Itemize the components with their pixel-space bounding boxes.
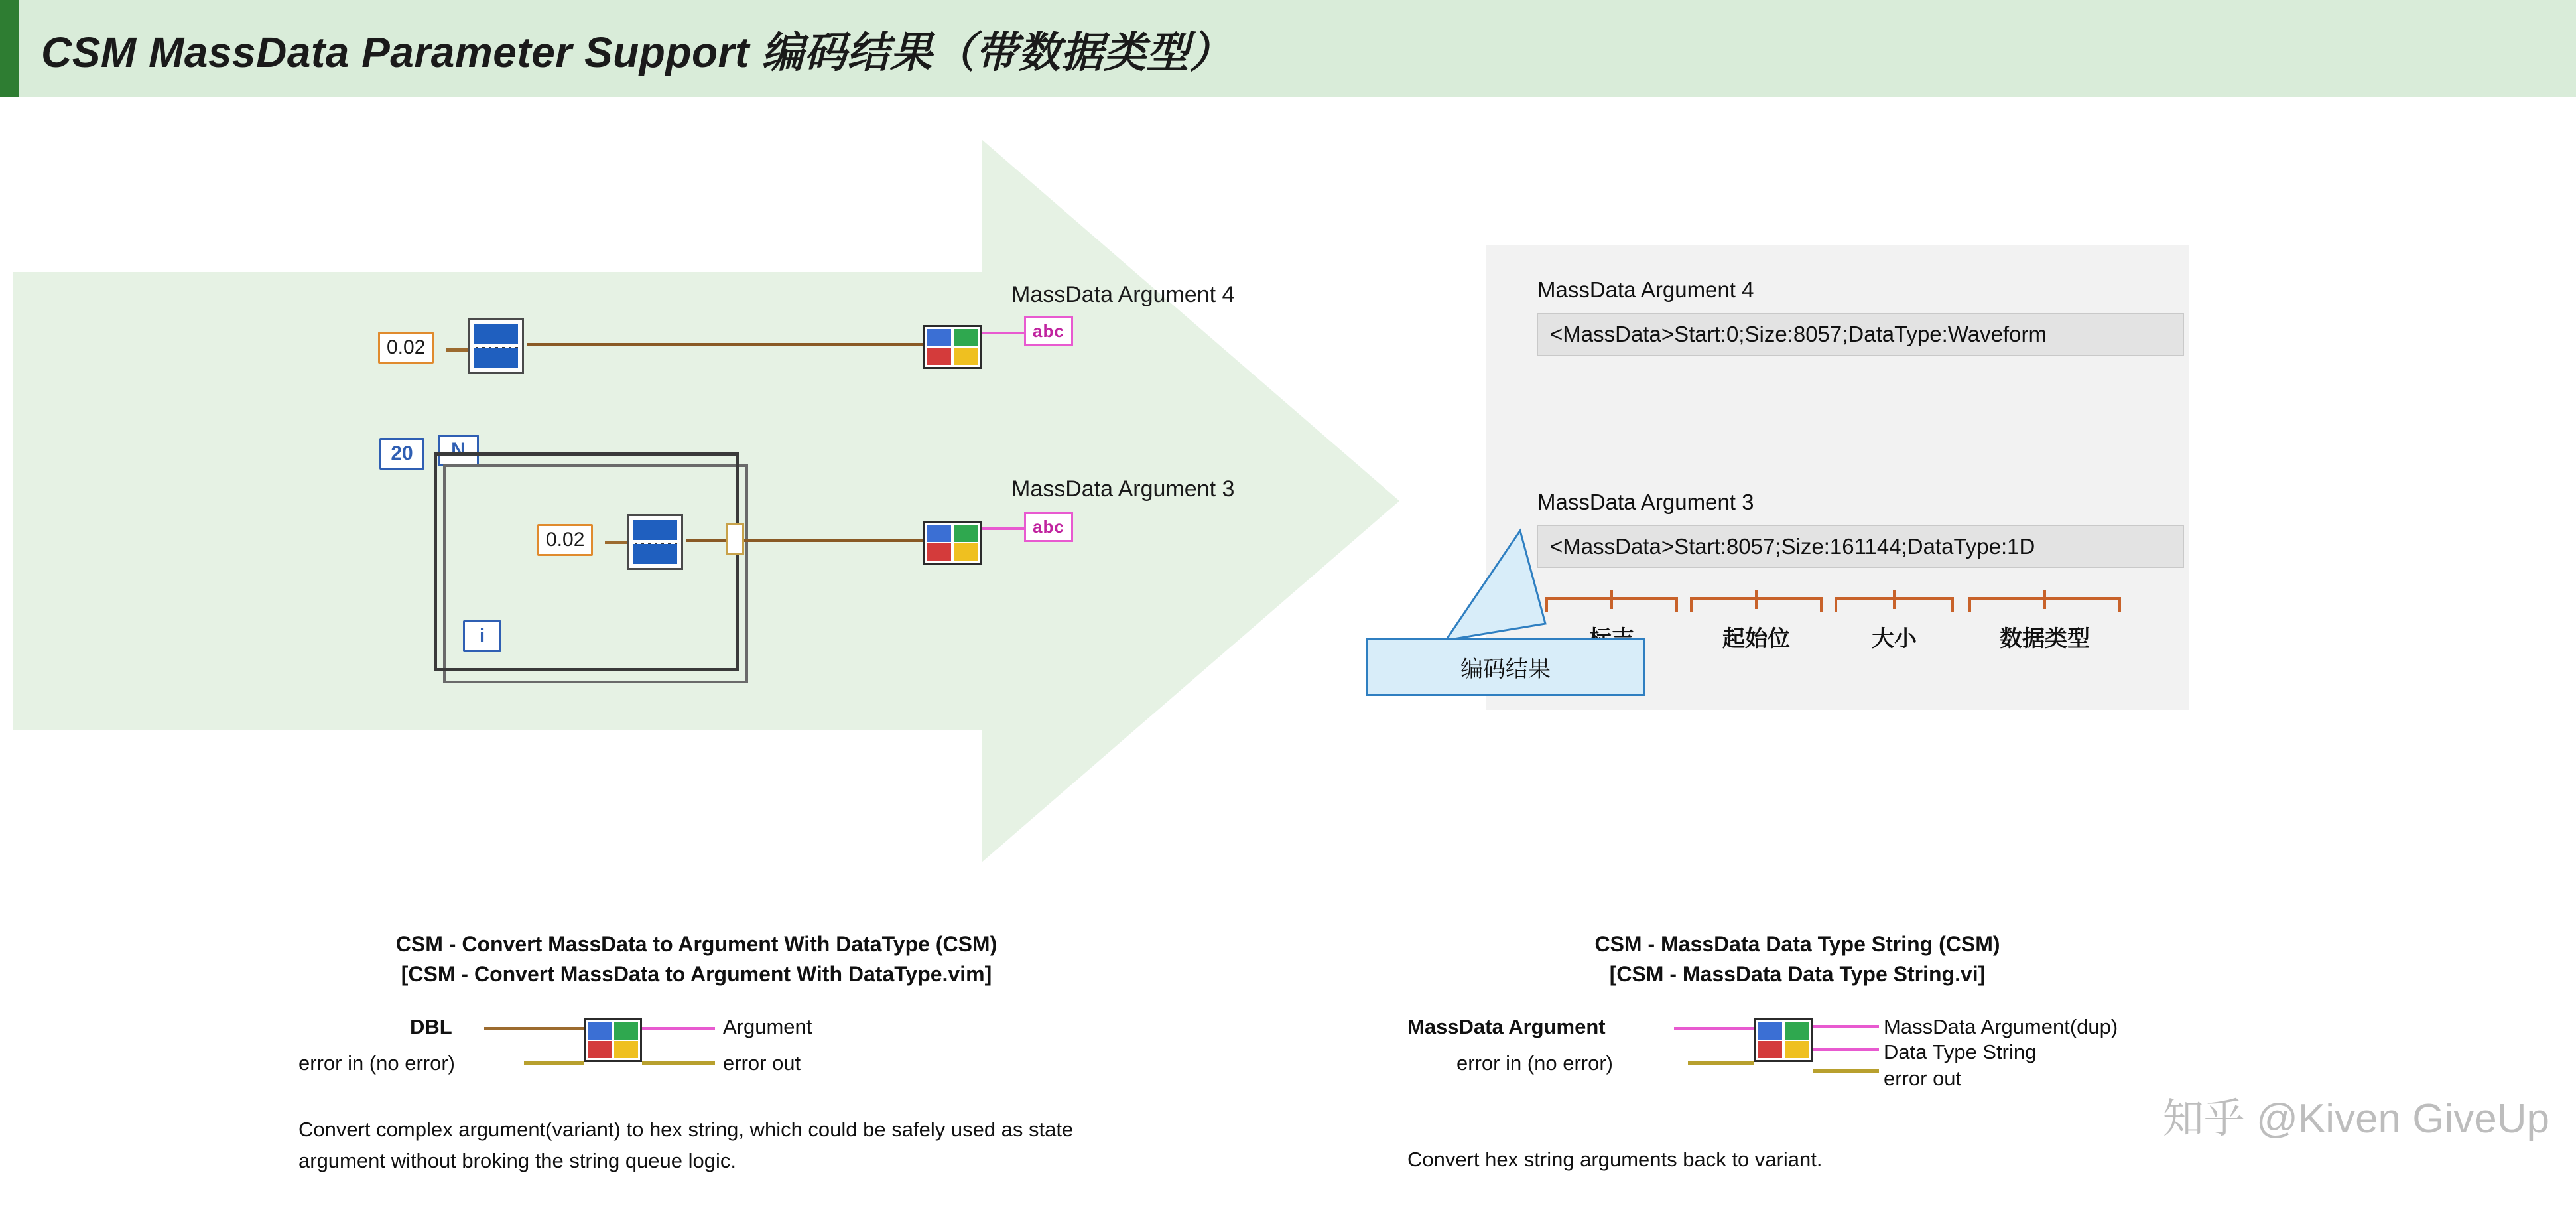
vi-icon-quadrant-4 <box>954 348 978 365</box>
loop-count-terminal-N: N <box>438 435 479 466</box>
brace-caption-datatype: 数据类型 <box>2000 626 2090 651</box>
doc1-title-line1: CSM - Convert MassData to Argument With DataType (CSM) <box>395 932 998 956</box>
result-label-0: MassData Argument 4 <box>1537 277 1754 302</box>
doc1-wire-in-dbl <box>484 1027 584 1030</box>
waveform-icon-upper <box>633 520 677 540</box>
convert-massdata-node-loop <box>923 521 982 565</box>
doc2-vi-icon <box>1754 1018 1813 1062</box>
brace-datatype <box>1968 590 2121 614</box>
doc2-output-error-out: error out <box>1884 1067 1962 1090</box>
wire-tunnel-to-vi-loop <box>744 539 923 542</box>
result-value-0: <MassData>Start:0;Size:8057;DataType:Waveform <box>1537 313 2184 356</box>
doc2-title-line2: [CSM - MassData Data Type String.vi] <box>1609 962 1986 986</box>
doc2-title-line1: CSM - MassData Data Type String (CSM) <box>1594 932 2000 956</box>
brace-start <box>1690 590 1823 614</box>
wire-const-to-wave-top <box>446 348 468 352</box>
vi-icon-quadrant-1 <box>927 329 951 346</box>
wire-vi-to-abc-loop <box>982 527 1024 530</box>
doc2-input-error-in: error in (no error) <box>1456 1052 1613 1075</box>
doc1-title-line2: [CSM - Convert MassData to Argument With DataType.vim] <box>401 962 992 986</box>
wire-wave-to-vi-top <box>527 343 923 346</box>
loop-output-tunnel <box>726 523 744 555</box>
doc2-wire-in-argument <box>1674 1027 1754 1030</box>
doc1-output-error-out: error out <box>723 1052 801 1075</box>
doc2-wire-out-dup <box>1813 1025 1879 1028</box>
doc2-wire-in-error <box>1688 1061 1754 1065</box>
doc1-wire-out-argument <box>642 1027 715 1030</box>
convert-massdata-node-top <box>923 325 982 369</box>
header-accent-stripe <box>0 0 19 97</box>
string-indicator-loop: abc <box>1024 512 1073 542</box>
doc2-wire-out-error <box>1813 1069 1879 1073</box>
wire-const-to-wave-loop <box>605 541 627 544</box>
brace-caption-start: 起始位 <box>1722 626 1790 651</box>
vi-icon-quadrant-2 <box>954 329 978 346</box>
result-value-1: <MassData>Start:8057;Size:161144;DataType:1D <box>1537 525 2184 568</box>
watermark: 知乎 @Kiven GiveUp <box>2162 1096 2549 1142</box>
label-massdata-argument-3: MassData Argument 3 <box>1011 476 1235 502</box>
waveform-node-loop <box>627 514 683 570</box>
waveform-icon-lower <box>633 544 677 564</box>
doc2-wire-out-typestring <box>1813 1048 1879 1051</box>
brace-size <box>1835 590 1954 614</box>
doc1-vi-icon <box>584 1018 642 1062</box>
vi-icon-quadrant-4 <box>954 543 978 561</box>
vi-icon-quadrant-3 <box>927 543 951 561</box>
doc2-output-dup: MassData Argument(dup) <box>1884 1015 2118 1038</box>
constant-dbl-loop: 0.02 <box>537 524 593 556</box>
string-indicator-top: abc <box>1024 316 1073 346</box>
loop-index-terminal-i: i <box>463 620 501 652</box>
doc1-wire-out-error <box>642 1061 715 1065</box>
doc1-input-error-in: error in (no error) <box>298 1052 455 1075</box>
header-bar <box>0 0 2576 97</box>
doc1-input-dbl: DBL <box>410 1015 452 1038</box>
result-label-1: MassData Argument 3 <box>1537 490 1754 514</box>
constant-dbl-top: 0.02 <box>378 332 434 364</box>
vi-icon-quadrant-1 <box>927 525 951 542</box>
label-massdata-argument-4: MassData Argument 4 <box>1011 282 1235 307</box>
wire-wave-to-tunnel <box>686 539 726 542</box>
vi-icon-quadrant-2 <box>954 525 978 542</box>
constant-loop-count: 20 <box>379 438 424 470</box>
waveform-icon-upper <box>474 324 518 344</box>
brace-caption-size: 大小 <box>1872 626 1917 651</box>
callout-encoded-result: 编码结果 <box>1366 638 1645 696</box>
doc2-output-datatype-string: Data Type String <box>1884 1040 2037 1063</box>
waveform-icon-lower <box>474 348 518 368</box>
waveform-node-top <box>468 318 524 374</box>
doc2-description: Convert hex string arguments back to variant. <box>1407 1148 1823 1171</box>
wire-vi-to-abc-top <box>982 332 1024 334</box>
page-title: CSM MassData Parameter Support 编码结果（带数据类型） <box>41 29 1232 76</box>
vi-icon-quadrant-3 <box>927 348 951 365</box>
doc1-output-argument: Argument <box>723 1015 812 1038</box>
doc1-wire-in-error <box>524 1061 584 1065</box>
doc2-input-massdata-argument: MassData Argument <box>1407 1015 1606 1038</box>
doc1-description: Convert complex argument(variant) to hex string, which could be safely used as state argument without broking the string queue logic. <box>298 1118 1074 1172</box>
